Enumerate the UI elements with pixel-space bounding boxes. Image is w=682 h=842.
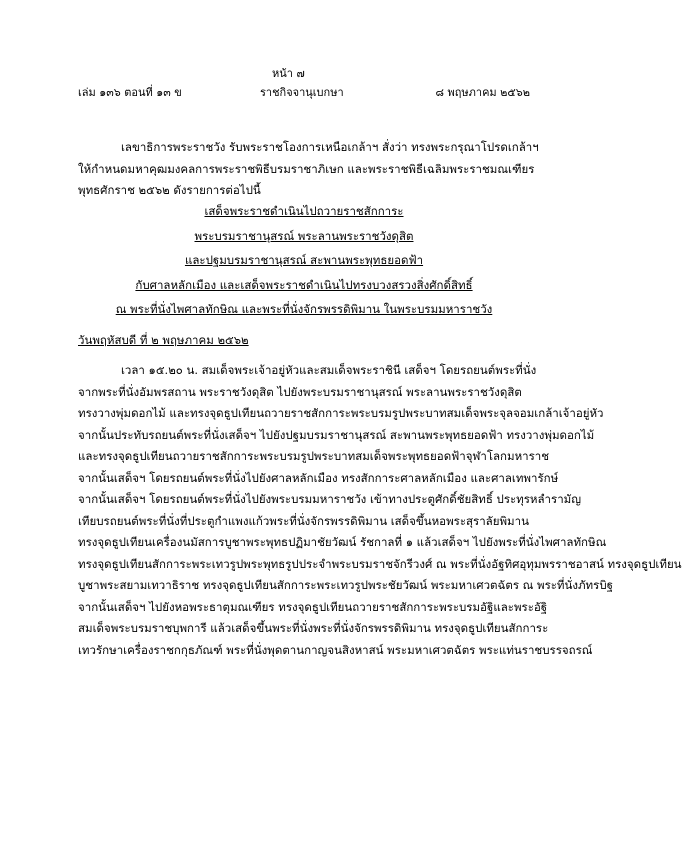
heading-line: กับศาลหลักเมือง และเสด็จพระราชดำเนินไปทรงบวงสรวงสิ่งศักดิ์สิทธิ์ xyxy=(135,277,473,292)
body-line: จากนั้นเสด็จฯ โดยรถยนต์พระที่นั่งไปยังศาลหลักเมือง ทรงสักการะศาลหลักเมือง และศาลเทพารักษ์ xyxy=(78,470,559,485)
body-line: ทรงจุดธูปเทียนเครื่องนมัสการบูชาพระพุทธปฏิมาชัยวัฒน์ รัชกาลที่ ๑ แล้วเสด็จฯ ไปยังพระที่นั่งไพศาลทักษิณ xyxy=(78,535,607,549)
volume-issue: เล่ม ๑๓๖ ตอนที่ ๑๓ ข xyxy=(78,86,182,99)
body-line: จากนั้นเสด็จฯ ไปยังหอพระธาตุมณเฑียร ทรงจุดธูปเทียนถวายราชสักการะพระบรมอัฐิและพระอัฐิ xyxy=(78,599,548,614)
intro-line: พุทธศักราช ๒๕๖๒ ดังรายการต่อไปนี้ xyxy=(78,183,261,197)
body-line: เวลา ๑๕.๒๐ น. สมเด็จพระเจ้าอยู่หัวและสมเด็จพระราชินี เสด็จฯ โดยรถยนต์พระที่นั่ง xyxy=(121,363,537,377)
heading-line: เสด็จพระราชดำเนินไปถวายราชสักการะ xyxy=(204,204,404,218)
gazette-header xyxy=(78,83,530,99)
body-line: จากนั้นประทับรถยนต์พระที่นั่งเสด็จฯ ไปยังปฐมบรมราชานุสรณ์ สะพานพระพุทธยอดฟ้า ทรงวางพุ่มดอกไม้ xyxy=(78,427,595,442)
intro-line: เลขาธิการพระราชวัง รับพระราชโองการเหนือเกล้าฯ สั่งว่า ทรงพระกรุณาโปรดเกล้าฯ xyxy=(121,140,539,154)
body-line: และทรงจุดธูปเทียนถวายราชสักการะพระบรมรูปพระบาทสมเด็จพระพุทธยอดฟ้าจุฬาโลกมหาราช xyxy=(78,449,550,463)
body-line: เทวรักษาเครื่องราชกกุธภัณฑ์ พระที่นั่งพุดตานกาญจนสิงหาสน์ พระมหาเศวตฉัตร พระแท่นราชบรรจถรณ์ xyxy=(78,642,593,657)
heading-line: ณ พระที่นั่งไพศาลทักษิณ และพระที่นั่งจักรพรรดิพิมาน ในพระบรมมหาราชวัง xyxy=(115,302,493,316)
body-line: จากพระที่นั่งอัมพรสถาน พระราชวังดุสิต ไปยังพระบรมราชานุสรณ์ พระลานพระราชวังดุสิต xyxy=(78,384,522,399)
schedule-paragraph xyxy=(78,360,682,661)
heading-line: และปฐมบรมราชานุสรณ์ สะพานพระพุทธยอดฟ้า xyxy=(184,253,424,267)
body-line: สมเด็จพระบรมราชบุพการี แล้วเสด็จขึ้นพระที่นั่งพระที่นั่งจักรพรรดิพิมาน ทรงจุดธูปเทียนสักการะ xyxy=(78,621,549,635)
date-heading: วันพฤหัสบดี ที่ ๒ พฤษภาคม ๒๕๖๒ xyxy=(78,333,249,347)
heading-line: พระบรมราชานุสรณ์ พระลานพระราชวังดุสิต xyxy=(194,228,414,243)
body-line: ทรงจุดธูปเทียนสักการะพระเทวรูปพระพุทธรูปประจำพระบรมราชจักรีวงศ์ ณ พระที่นั่งอัฐทิศอุทุมพรราชอาสน์ ทรงจุดธูปเทียน xyxy=(78,556,682,571)
body-line: บูชาพระสยามเทวาธิราช ทรงจุดธูปเทียนสักการะพระเทวรูปพระชัยวัฒน์ พระมหาเศวตฉัตร ณ พระที่นั่งภัทรบิฐ xyxy=(78,578,613,592)
publication-name: ราชกิจจานุเบกษา xyxy=(260,86,344,99)
intro-paragraph xyxy=(78,137,539,202)
body-line: ทรงวางพุ่มดอกไม้ และทรงจุดธูปเทียนถวายราชสักการะพระบรมรูปพระบาทสมเด็จพระจุลจอมเกล้าเจ้าอยู่หัว xyxy=(78,406,604,420)
body-line: จากนั้นเสด็จฯ โดยรถยนต์พระที่นั่งไปยังพระบรมมหาราชวัง เข้าทางประตูศักดิ์ชัยสิทธิ์ ประทุรหลำรามัญ xyxy=(78,492,582,506)
body-line: เทียบรถยนต์พระที่นั่งที่ประตูกำแพงแก้วพระที่นั่งจักรพรรดิพิมาน เสด็จขึ้นหอพระสุราลัยพิมาน xyxy=(78,513,529,528)
publication-date: ๘ พฤษภาคม ๒๕๖๒ xyxy=(435,86,530,99)
ceremony-headings xyxy=(78,199,530,322)
page-number: หน้า ๗ xyxy=(272,67,305,80)
intro-line: ให้กำหนดมหาคุฒมงคลการพระราชพิธีบรมราชาภิเษก และพระราชพิธีเฉลิมพระราชมณเฑียร xyxy=(78,161,535,176)
